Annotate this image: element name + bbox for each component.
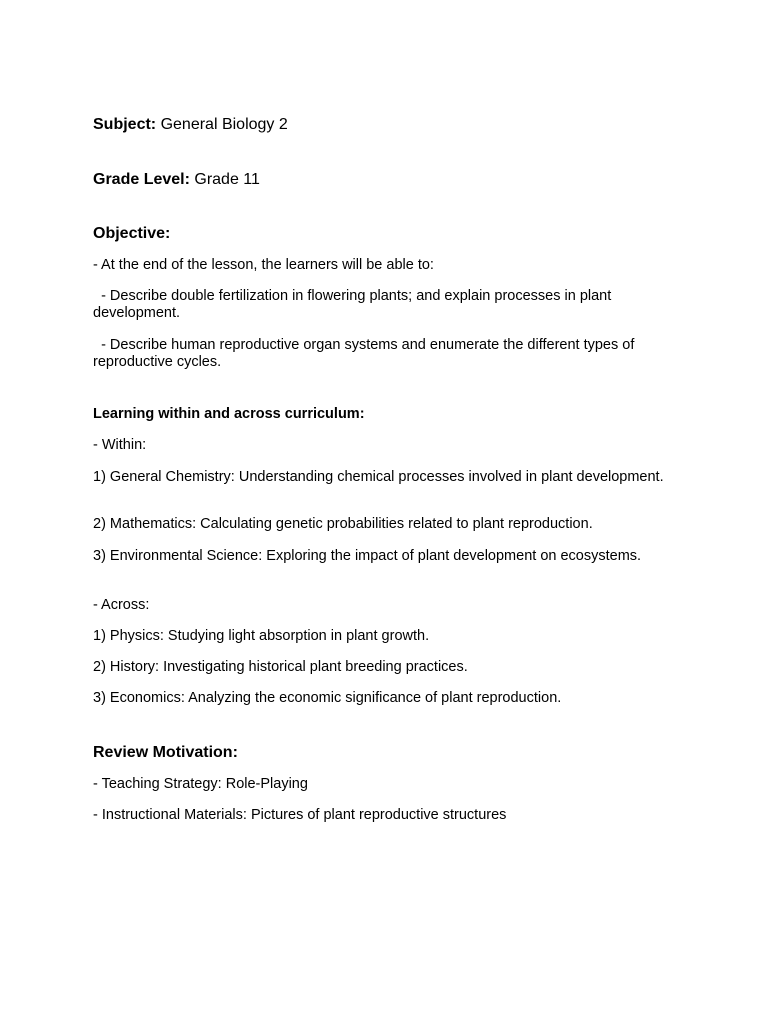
objective-intro: - At the end of the lesson, the learners will be able to: (93, 257, 434, 273)
across-item: 2) History: Investigating historical plant breeding practices. (93, 659, 468, 675)
within-item: 2) Mathematics: Calculating genetic probabilities related to plant reproduction. (93, 516, 593, 532)
within-item: 3) Environmental Science: Exploring the impact of plant development on ecosystems. (93, 548, 642, 564)
subject-line (93, 115, 683, 135)
objective-item: - Describe double fertilization in flowering plants; and explain processes in plant development. (93, 288, 616, 321)
across-item: 1) Physics: Studying light absorption in plant growth. (93, 628, 430, 644)
across-item: 3) Economics: Analyzing the economic significance of plant reproduction. (93, 690, 562, 706)
subject-label: Subject: (93, 116, 157, 133)
grade-level-label: Grade Level: (93, 171, 190, 188)
curriculum-heading: Learning within and across curriculum: (93, 406, 365, 422)
subject-value: General Biology 2 (156, 116, 288, 133)
review-motivation-heading: Review Motivation: (93, 744, 238, 761)
objective-heading: Objective: (93, 225, 171, 242)
objective-item: - Describe human reproductive organ systems and enumerate the different types of reproductive cycles. (93, 337, 639, 370)
within-item: 1) General Chemistry: Understanding chemical processes involved in plant development. (93, 469, 664, 485)
review-motivation-item: - Instructional Materials: Pictures of plant reproductive structures (93, 807, 507, 823)
grade-level-line (93, 170, 683, 190)
grade-level-value: Grade 11 (189, 171, 260, 188)
across-label: - Across: (93, 597, 150, 613)
within-label: - Within: (93, 437, 147, 453)
review-motivation-item: - Teaching Strategy: Role-Playing (93, 776, 308, 792)
